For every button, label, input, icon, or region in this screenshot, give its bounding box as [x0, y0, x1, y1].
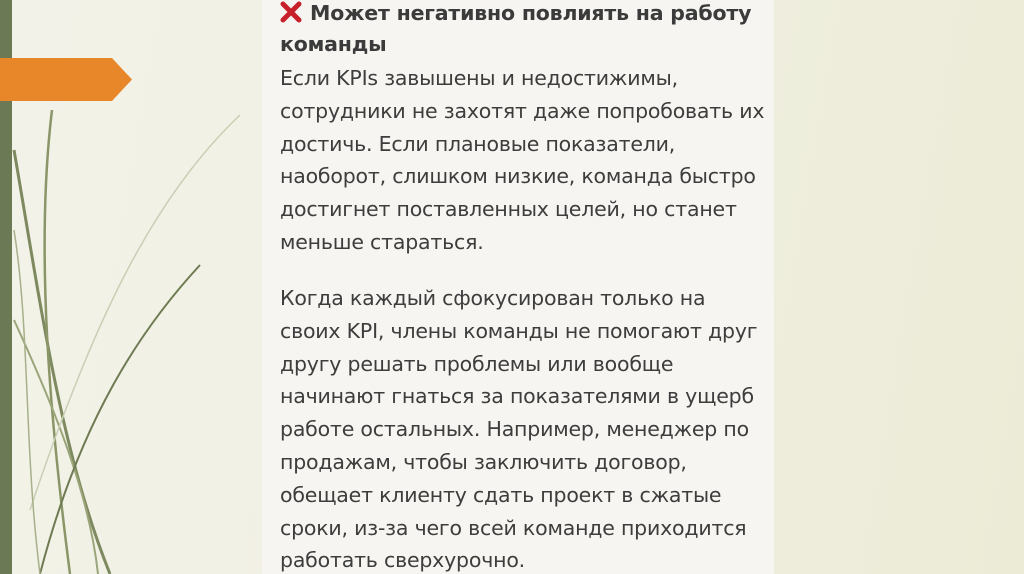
- heading: [280, 0, 770, 60]
- paragraph-line: достигнет поставленных целей, но станет: [280, 197, 737, 222]
- paragraph-line: начинают гнаться за показателями в ущерб: [280, 384, 754, 409]
- paragraph-2: [280, 282, 770, 574]
- paragraph-line: меньше стараться.: [280, 229, 484, 254]
- orange-arrow-tab: [0, 58, 132, 101]
- paragraph-1: [280, 62, 770, 259]
- paragraph-line: продажам, чтобы заключить договор,: [280, 449, 687, 474]
- paragraph-line: Когда каждый сфокусирован только на: [280, 286, 706, 310]
- paragraph-line: обещает клиенту сдать проект в сжатые: [280, 482, 722, 507]
- heading-line-2: команды: [280, 32, 387, 56]
- paragraph-line: работать сверхурочно.: [280, 548, 525, 573]
- text-card: [262, 0, 774, 574]
- paragraph-line: работе остальных. Например, менеджер по: [280, 417, 749, 442]
- paragraph-line: сроки, из-за чего всей команде приходится: [280, 515, 747, 540]
- paragraph-line: сотрудники не захотят даже попробовать их: [280, 98, 765, 123]
- heading-line-1: Может негативно повлиять на работу: [310, 1, 752, 25]
- paragraph-line: другу решать проблемы или вообще: [280, 351, 674, 376]
- paragraph-line: своих KPI, члены команды не помогают друг: [280, 318, 758, 343]
- paragraph-line: достичь. Если плановые показатели,: [280, 131, 676, 156]
- paragraph-line: наоборот, слишком низкие, команда быстро: [280, 164, 756, 189]
- paragraph-line: Если KPIs завышены и недостижимы,: [280, 66, 678, 90]
- cross-mark-icon: [280, 1, 302, 23]
